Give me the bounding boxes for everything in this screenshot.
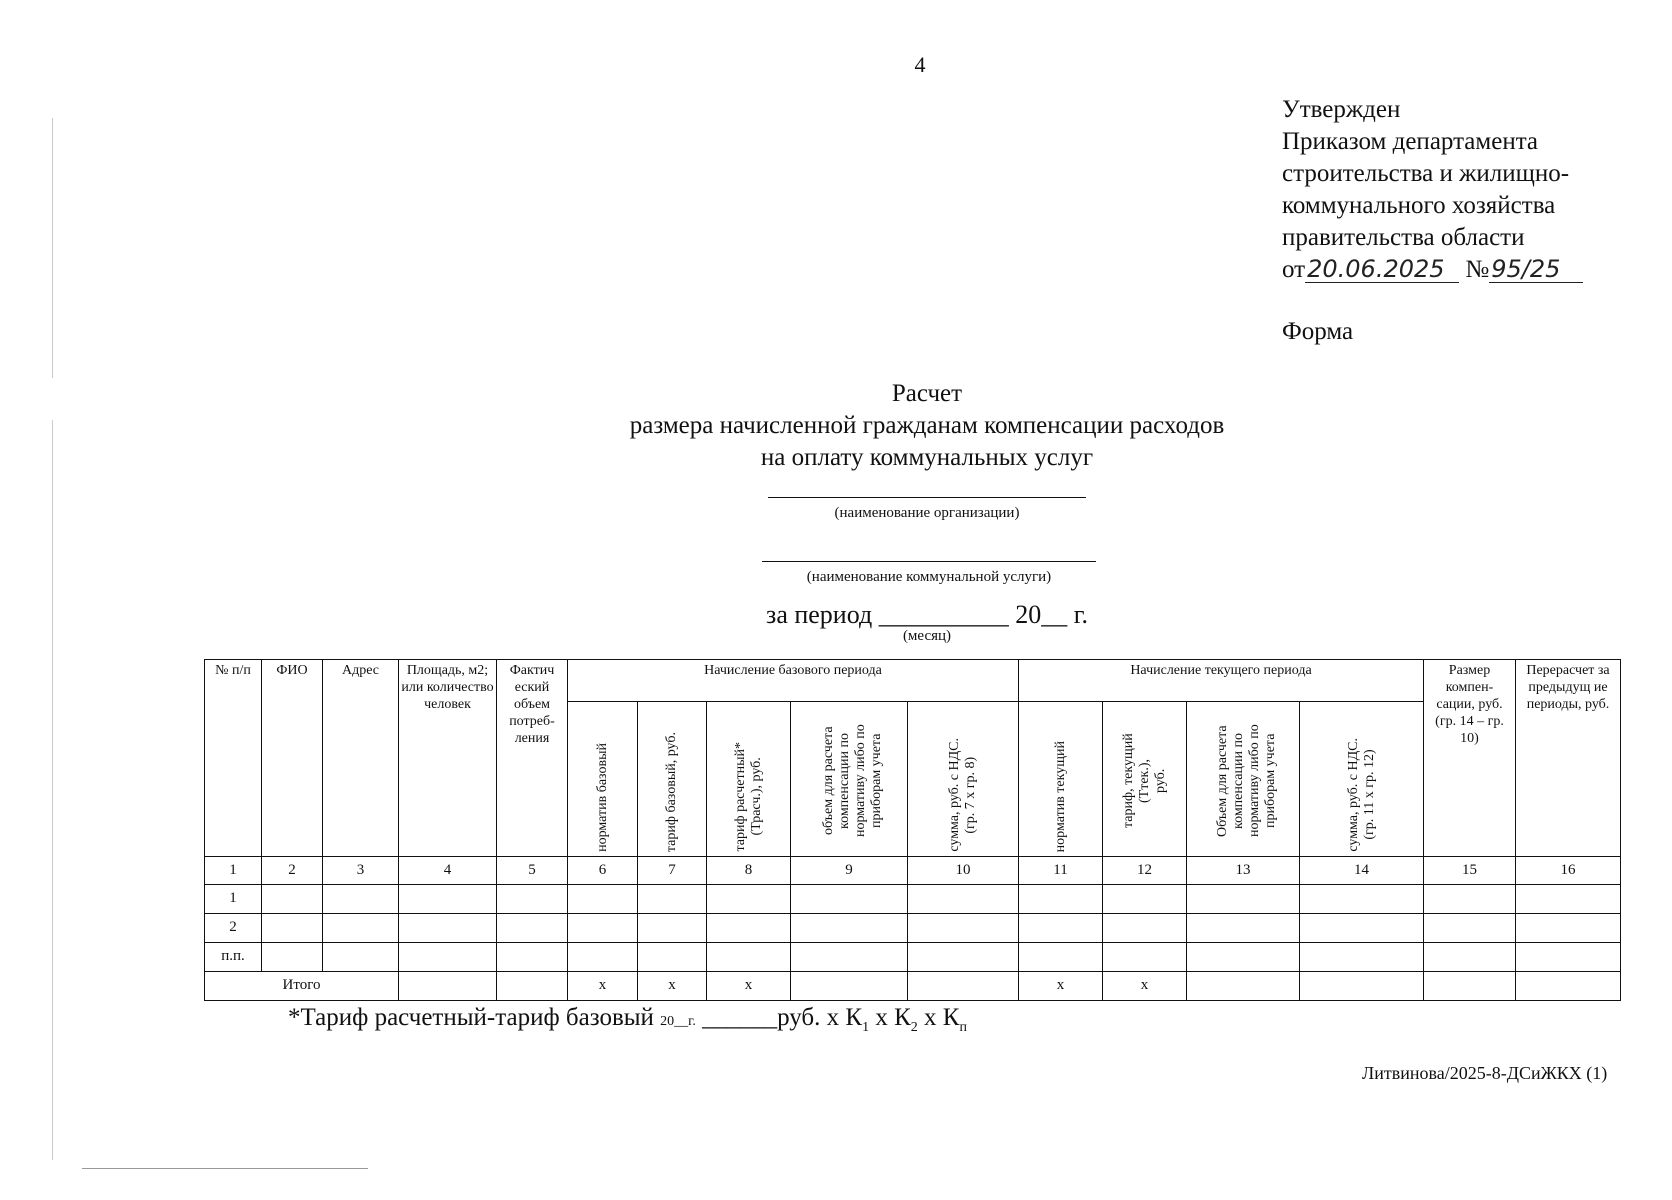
period-month-blank: __________ xyxy=(878,600,1009,629)
col-number: 16 xyxy=(1516,856,1621,884)
document-title xyxy=(0,378,1672,474)
header-col-9 xyxy=(791,702,908,856)
col-number: 8 xyxy=(707,856,791,884)
header-col-14 xyxy=(1300,702,1424,856)
total-cell: х xyxy=(568,971,638,1000)
col-number: 14 xyxy=(1300,856,1424,884)
header-col-10-text xyxy=(947,738,979,852)
col-number: 15 xyxy=(1424,856,1516,884)
approval-date-line xyxy=(1282,254,1583,286)
service-blank-line xyxy=(762,561,1096,562)
header-col-11 xyxy=(1019,702,1103,856)
header-address: Адрес xyxy=(323,660,399,857)
document-code: Литвинова/2025-8-ДСиЖКХ (1) xyxy=(1362,1063,1608,1083)
header-col-14-text xyxy=(1346,738,1378,852)
header-fio: ФИО xyxy=(262,660,323,857)
col-number: 4 xyxy=(399,856,497,884)
header-col-12 xyxy=(1103,702,1187,856)
header-col-12-text xyxy=(1121,710,1169,852)
form-label: Форма xyxy=(1282,318,1354,345)
tariff-footnote xyxy=(288,1004,967,1036)
header-col-6-text: норматив базовый xyxy=(594,742,610,852)
footnote-sub: п xyxy=(959,1020,967,1035)
col-number: 11 xyxy=(1019,856,1103,884)
row-number: п.п. xyxy=(205,942,262,971)
col-number: 2 xyxy=(262,856,323,884)
header-col-14-line2: (гр. 11 х гр. 12) xyxy=(1361,749,1377,841)
approval-line: коммунального хозяйства xyxy=(1282,192,1556,219)
total-label: Итого xyxy=(205,971,399,1000)
month-caption: (месяц) xyxy=(902,628,952,644)
service-caption: (наименование коммунальной услуги) xyxy=(806,569,1052,585)
footnote-sub: 1 xyxy=(862,1020,870,1035)
period-line xyxy=(0,600,1672,630)
col-number: 3 xyxy=(323,856,399,884)
row-number: 1 xyxy=(205,884,262,913)
number-prefix: № xyxy=(1465,256,1490,283)
col-number: 12 xyxy=(1103,856,1187,884)
header-col-10-line1: сумма, руб. с НДС. xyxy=(947,738,962,852)
scan-margin-line xyxy=(52,420,53,1160)
header-col-12-line2: руб. xyxy=(1152,768,1168,794)
header-actual-volume: Фактич еский объем потреб- ления xyxy=(497,660,568,857)
header-col-13 xyxy=(1187,702,1300,856)
header-col-10-line2: (гр. 7 х гр. 8) xyxy=(963,756,978,834)
header-col-8-line2: (Трасч.), руб. xyxy=(748,758,764,837)
scan-margin-line xyxy=(52,118,53,378)
total-row xyxy=(205,971,1621,1000)
total-cell: х xyxy=(1019,971,1103,1000)
total-cell: х xyxy=(707,971,791,1000)
footnote-rest: руб. х К xyxy=(777,1004,863,1031)
title-line: Расчет xyxy=(891,380,963,407)
header-recalculation: Перерасчет за предыдущ ие периоды, руб. xyxy=(1516,660,1621,857)
header-col-6 xyxy=(568,702,638,856)
handwritten-date: 20.06.2025 xyxy=(1305,256,1459,283)
approval-line: строительства и жилищно- xyxy=(1282,160,1570,187)
header-compensation-size: Размер компен- сации, руб. (гр. 14 – гр. 10) xyxy=(1424,660,1516,857)
header-col-12-line1: тариф, текущий (Ттек.), xyxy=(1120,733,1152,829)
header-col-13-text: Объем для расчета компенсации по нормативу либо по приборам учета xyxy=(1215,724,1278,838)
header-col-7 xyxy=(638,702,707,856)
scan-bottom-line xyxy=(82,1168,368,1169)
table-row xyxy=(205,913,1621,942)
header-col-8 xyxy=(707,702,791,856)
title-line: размера начисленной гражданам компенсации расходов xyxy=(629,412,1225,439)
header-col-8-line1: тариф расчетный* xyxy=(732,742,748,852)
header-col-8-text xyxy=(733,742,765,851)
footnote-x: х К xyxy=(917,1004,960,1031)
col-number: 1 xyxy=(205,856,262,884)
calculation-table xyxy=(204,659,1621,1001)
column-numbers-row xyxy=(205,856,1621,884)
approval-line: Приказом департамента xyxy=(1282,128,1539,155)
approval-stamp xyxy=(1282,94,1583,286)
header-current-period: Начисление текущего периода xyxy=(1019,660,1424,702)
col-number: 6 xyxy=(568,856,638,884)
header-col-7-text: тариф базовый, руб. xyxy=(664,731,679,852)
date-prefix: от xyxy=(1282,256,1306,283)
col-number: 9 xyxy=(791,856,908,884)
col-number: 5 xyxy=(497,856,568,884)
header-base-period: Начисление базового периода xyxy=(568,660,1019,702)
header-col-9-text: объем для расчета компенсации по нормативу либо по приборам учета xyxy=(821,724,884,838)
footnote-sub: 2 xyxy=(910,1020,918,1035)
approval-line: правительства области xyxy=(1282,224,1525,251)
footnote-main: *Тариф расчетный-тариф базовый xyxy=(288,1004,654,1031)
footnote-x: х К xyxy=(869,1004,911,1031)
col-number: 10 xyxy=(908,856,1019,884)
period-year: 20__ xyxy=(1015,600,1068,629)
header-col-11-text: норматив текущий xyxy=(1052,740,1068,852)
title-line: на оплату коммунальных услуг xyxy=(760,444,1094,471)
organization-caption: (наименование организации) xyxy=(834,505,1020,521)
table-row xyxy=(205,942,1621,971)
approval-line: Утвержден xyxy=(1282,96,1401,123)
organization-blank-line xyxy=(768,497,1086,498)
col-number: 7 xyxy=(638,856,707,884)
col-number: 13 xyxy=(1187,856,1300,884)
header-col-10 xyxy=(908,702,1019,856)
period-prefix: за период xyxy=(766,600,873,629)
page-number: 4 xyxy=(914,52,926,77)
header-col-14-line1: сумма, руб. с НДС. xyxy=(1345,738,1361,852)
header-num: № п/п xyxy=(205,660,262,857)
table-row xyxy=(205,884,1621,913)
row-number: 2 xyxy=(205,913,262,942)
footnote-year: 20__г. xyxy=(660,1014,696,1029)
handwritten-number: 95/25 xyxy=(1489,256,1583,283)
period-suffix: г. xyxy=(1073,600,1088,629)
header-area: Площадь, м2; или количество человек xyxy=(399,660,497,857)
total-cell: х xyxy=(638,971,707,1000)
footnote-blank: ______ xyxy=(702,1004,778,1031)
total-cell: х xyxy=(1103,971,1187,1000)
